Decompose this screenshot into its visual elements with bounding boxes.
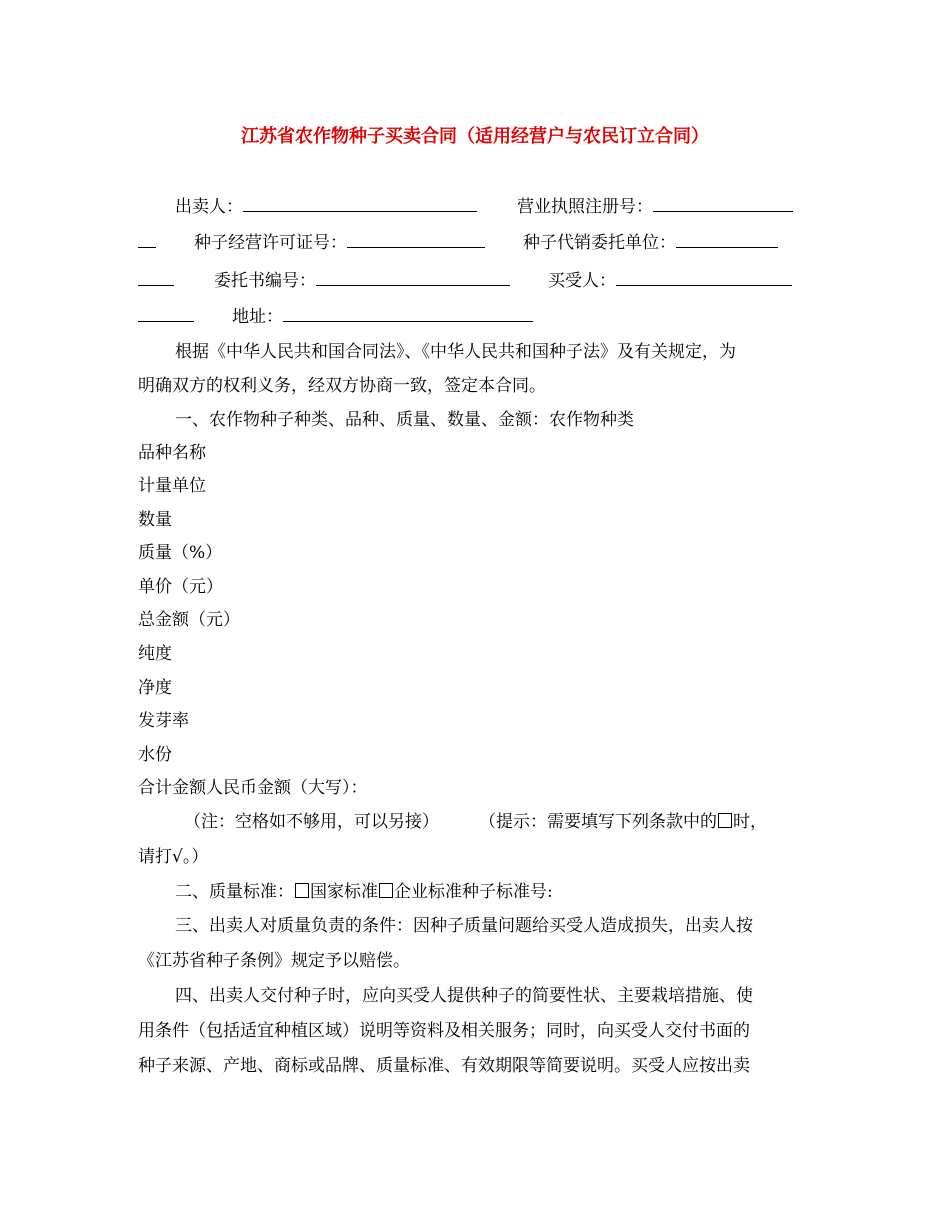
seller-label: 出卖人： [175, 197, 243, 217]
section3-line-2: 《江苏省种子条例》规定予以赔偿。 [138, 951, 410, 971]
document-title: 江苏省农作物种子买卖合同（适用经营户与农民订立合同） [241, 126, 709, 147]
buyer-blank-cont [138, 304, 194, 322]
seller-blank [243, 194, 477, 212]
item-variety-name: 品种名称 [138, 443, 206, 463]
hint-text-a: （提示：需要填写下列条款中的 [479, 812, 717, 832]
enterprise-standard-checkbox[interactable] [379, 883, 393, 898]
national-standard-label: 国家标准 [310, 882, 378, 902]
buyer-label: 买受人： [548, 271, 616, 291]
item-germination: 发芽率 [138, 711, 189, 731]
intro-line-1: 根据《中华人民共和国合同法》、《中华人民共和国种子法》及有关规定，为 [175, 342, 736, 362]
commission-blank [316, 268, 510, 286]
license-label: 营业执照注册号： [517, 197, 653, 217]
address-blank [283, 304, 533, 322]
permit-label: 种子经营许可证号： [194, 233, 347, 253]
item-moisture: 水份 [138, 745, 172, 765]
agent-blank-cont [138, 268, 174, 286]
item-total-rmb: 合计金额人民币金额（大写）： [138, 778, 368, 798]
agent-blank [676, 230, 778, 248]
item-unit: 计量单位 [138, 476, 206, 496]
hint-text-b: 时， [733, 812, 767, 832]
commission-label: 委托书编号： [214, 271, 316, 291]
item-quality: 质量（%） [138, 543, 223, 563]
item-total-amount: 总金额（元） [138, 610, 240, 630]
checkbox-icon [718, 813, 732, 828]
section1-heading: 一、农作物种子种类、品种、质量、数量、金额：农作物种类 [175, 410, 634, 430]
item-quantity: 数量 [138, 510, 172, 530]
national-standard-checkbox[interactable] [295, 883, 309, 898]
note-hint-line [184, 810, 767, 834]
license-blank-cont [138, 230, 156, 248]
agent-label: 种子代销委托单位： [523, 233, 676, 253]
note-text: （注：空格如不够用，可以另接） [184, 812, 439, 832]
intro-line-2: 明确双方的权利义务，经双方协商一致，签定本合同。 [138, 376, 546, 396]
permit-blank [347, 230, 485, 248]
item-cleanliness: 净度 [138, 678, 172, 698]
enterprise-standard-label: 企业标准种子标准号: [394, 882, 553, 902]
section4-line-1: 四、出卖人交付种子时，应向买受人提供种子的简要性状、主要栽培措施、使 [175, 986, 753, 1006]
section4-line-3: 种子来源、产地、商标或品牌、质量标准、有效期限等简要说明。买受人应按出卖 [138, 1056, 750, 1076]
section2-label: 二、质量标准： [175, 882, 294, 902]
item-purity: 纯度 [138, 644, 172, 664]
section4-line-2: 用条件（包括适宜种植区域）说明等资料及相关服务；同时，向买受人交付书面的 [138, 1021, 750, 1041]
address-line [138, 304, 533, 329]
section2-line [175, 880, 553, 904]
item-unit-price: 单价（元） [138, 577, 223, 597]
hint-text-c: 请打√。） [138, 847, 209, 867]
license-blank [653, 194, 793, 212]
commission-line [138, 268, 792, 293]
seller-line [175, 194, 793, 219]
permit-line [138, 230, 778, 255]
address-label: 地址： [232, 307, 283, 327]
buyer-blank [616, 268, 792, 286]
section3-line-1: 三、出卖人对质量负责的条件：因种子质量问题给买受人造成损失，出卖人按 [175, 916, 753, 936]
